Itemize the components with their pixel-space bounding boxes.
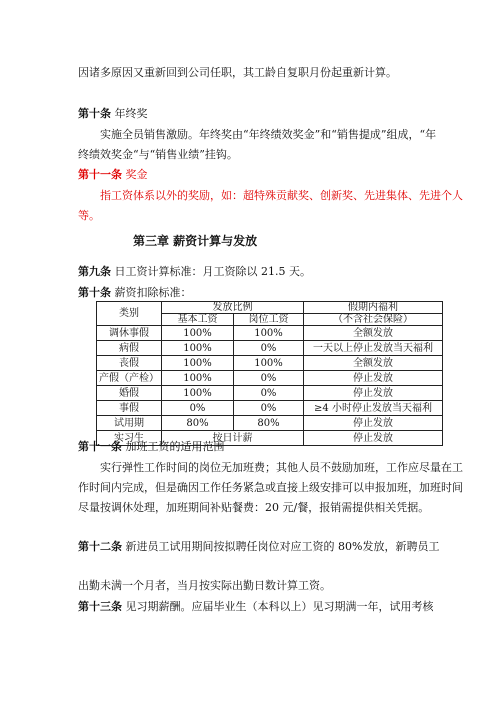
cell-post: 0% [234,401,304,416]
cell-basic: 0% [162,401,234,416]
table-row [97,371,443,386]
article-11-overtime-line-3: 尽量按调休处理，加班期间补贴餐费：20 元/餐，报销需提供相关凭据。 [78,501,430,514]
cell-welfare: 停止发放 [304,431,443,446]
cell-basic: 100% [162,386,234,401]
article-13-line-1: 第十三条 见习期薪酬。应届毕业生（本科以上）见习期满一年，试用考核 [78,600,434,613]
header-welfare-sub: （不含社会保险） [304,314,443,326]
article-10-line-1: 实施全员销售激励。年终奖由“年终绩效奖金”和“销售提成”组成，“年 [100,128,437,141]
article-11-line-2: 等。 [78,209,100,222]
table-row [97,401,443,416]
cell-basic: 100% [162,356,234,371]
article-11-heading: 第十一条 奖金 [78,168,148,181]
deduction-table [96,301,443,446]
cell-welfare: ≥4 小时停止发放当天福利 [304,401,443,416]
cell-category: 婚假 [97,386,162,401]
cell-welfare: 全额发放 [304,326,443,341]
cell-welfare: 一天以上停止发放当天福利 [304,341,443,356]
cell-category: 丧假 [97,356,162,371]
article-11-overtime-heading: 第十一条 加班工资的适用范围 [78,440,225,453]
cell-welfare: 停止发放 [304,416,443,431]
cell-basic: 100% [162,341,234,356]
cell-welfare: 停止发放 [304,386,443,401]
article-11-overtime-line-2: 作时间内完成，但是确因工作任务紧急或直接上级安排可以申报加班，加班时间 [78,481,463,494]
article-12-line-2: 出勤未满一个月者，当月按实际出勤日数计算工资。 [78,579,331,592]
header-ratio: 发放比例 [162,302,304,314]
header-category: 类别 [97,302,162,326]
table-row [97,326,443,341]
cell-category: 调休事假 [97,326,162,341]
cell-post: 80% [234,416,304,431]
cell-intern-pay: 按日计薪 [162,431,304,446]
cell-category: 病假 [97,341,162,356]
cell-category: 产假（产检） [97,371,162,386]
cell-basic: 100% [162,371,234,386]
article-10-deduction: 第十条 薪资扣除标准： [78,286,192,299]
table-row [97,356,443,371]
header-welfare: 假期内福利 [304,302,443,314]
cell-category: 试用期 [97,416,162,431]
cell-basic: 80% [162,416,234,431]
paragraph-reinstatement: 因诸多原因又重新回到公司任职，其工龄自复职月份起重新计算。 [78,66,397,79]
table-header-row [97,302,443,314]
cell-post: 100% [234,356,304,371]
header-post-salary: 岗位工资 [234,314,304,326]
chapter-title: 第三章 薪资计算与发放 [133,234,258,248]
cell-category: 实习生 [97,431,162,446]
cell-category: 事假 [97,401,162,416]
cell-post: 100% [234,326,304,341]
article-10-line-2: 终绩效奖金“与“销售业绩”挂钩。 [78,148,238,161]
table-row [97,386,443,401]
article-11-line-1: 指工资体系以外的奖励，如：超特殊贡献奖、创新奖、先进集体、先进个人 [100,189,463,202]
article-11-overtime-line-1: 实行弹性工作时间的岗位无加班费；其他人员不鼓励加班，工作应尽量在工 [100,461,463,474]
article-9: 第九条 日工资计算标准：月工资除以 21.5 天。 [78,265,311,278]
cell-post: 0% [234,371,304,386]
cell-welfare: 全额发放 [304,356,443,371]
article-10-heading: 第十条 年终奖 [78,107,148,120]
cell-post: 0% [234,341,304,356]
article-12-line-1: 第十二条 新进员工试用期间按拟聘任岗位对应工资的 80%发放，新聘员工 [78,540,440,553]
table-row [97,416,443,431]
table-row [97,341,443,356]
header-basic-salary: 基本工资 [162,314,234,326]
cell-post: 0% [234,386,304,401]
cell-basic: 100% [162,326,234,341]
cell-welfare: 停止发放 [304,371,443,386]
